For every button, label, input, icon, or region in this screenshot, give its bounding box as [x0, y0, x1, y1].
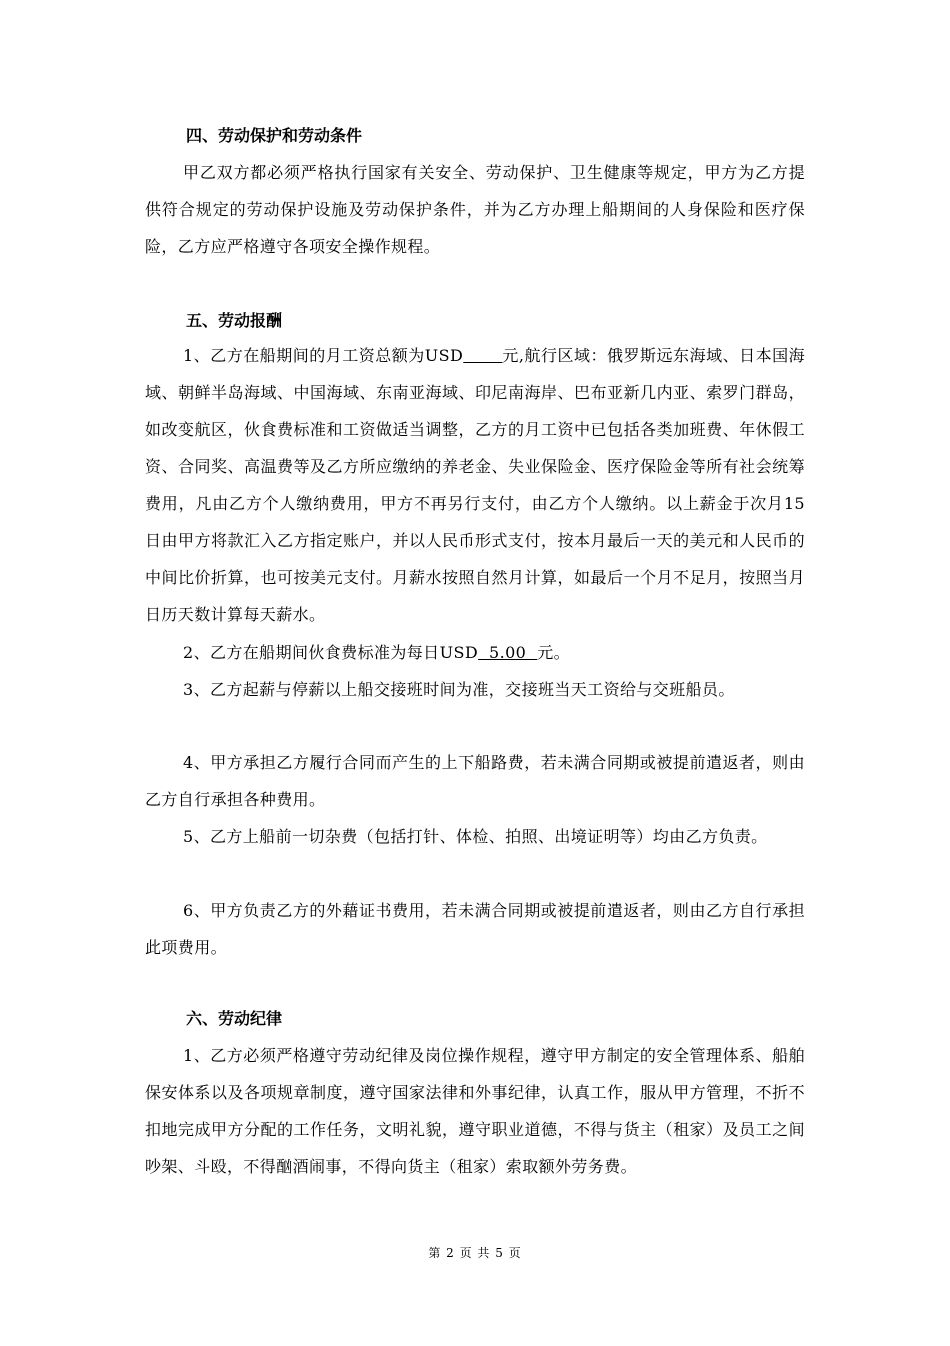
section-5-item-6: 6、甲方负责乙方的外藉证书费用，若未满合同期或被提前遣返者，则由乙方自行承担此项费用。 — [145, 901, 805, 957]
section-5-item-1 — [145, 337, 805, 633]
section-5-item-2 — [145, 634, 805, 671]
section-5-item-5: 5、乙方上船前一切杂费（包括打针、体检、拍照、出境证明等）均由乙方负责。 — [183, 827, 768, 846]
item-2-text-pre: 2、乙方在船期间伙食费标准为每日USD — [183, 643, 479, 662]
section-5-item-3: 3、乙方起薪与停薪以上船交接班时间为准，交接班当天工资给与交班船员。 — [183, 680, 735, 699]
document-page — [145, 0, 805, 1346]
meal-allowance-value: 5.00 — [478, 643, 538, 662]
section-6-item-1: 1、乙方必须严格遵守劳动纪律及岗位操作规程，遵守甲方制定的安全管理体系、船舶保安体系以及各项规章制度，遵守国家法律和外事纪律，认真工作，服从甲方管理，不折不扣地完成甲方分配的工作任务，文明礼貌，遵守职业道德，不得与货主（租家）及员工之间吵架、斗殴，不得酗酒闹事，不得向货主（租家）索取额外劳务费。 — [145, 1046, 805, 1176]
section-6-heading: 六、劳动纪律 — [186, 1009, 283, 1028]
page-number-footer: 第 2 页 共 5 页 — [428, 1246, 522, 1260]
item-1-text-post: 元,航行区域：俄罗斯远东海域、日本国海域、朝鲜半岛海域、中国海域、东南亚海域、印尼南海岸、巴布亚新几内亚、索罗门群岛，如改变航区，伙食费标准和工资做适当调整，乙方的月工资中已包括各类加班费、年休假工资、合同奖、高温费等及乙方所应缴纳的养老金、失业保险金、医疗保险金等所有社会统筹费用，凡由乙方个人缴纳费用，甲方不再另行支付，由乙方个人缴纳。以上薪金于次月15日由甲方将款汇入乙方指定账户，并以人民币形式支付，按本月最后一天的美元和人民币的中间比价折算，也可按美元支付。月薪水按照自然月计算，如最后一个月不足月，按照当月日历天数计算每天薪水。 — [145, 346, 806, 624]
item-2-text-post: 元。 — [537, 643, 571, 662]
section-5-heading: 五、劳动报酬 — [186, 311, 283, 330]
item-1-text-pre: 1、乙方在船期间的月工资总额为USD — [183, 346, 464, 365]
section-4-heading: 四、劳动保护和劳动条件 — [186, 126, 363, 145]
salary-blank — [463, 346, 502, 365]
section-5-item-4: 4、甲方承担乙方履行合同而产生的上下船路费，若未满合同期或被提前遣返者，则由乙方自行承担各种费用。 — [145, 753, 805, 809]
section-4-paragraph: 甲乙双方都必须严格执行国家有关安全、劳动保护、卫生健康等规定，甲方为乙方提供符合规定的劳动保护设施及劳动保护条件，并为乙方办理上船期间的人身保险和医疗保险，乙方应严格遵守各项安全操作规程。 — [145, 163, 805, 256]
